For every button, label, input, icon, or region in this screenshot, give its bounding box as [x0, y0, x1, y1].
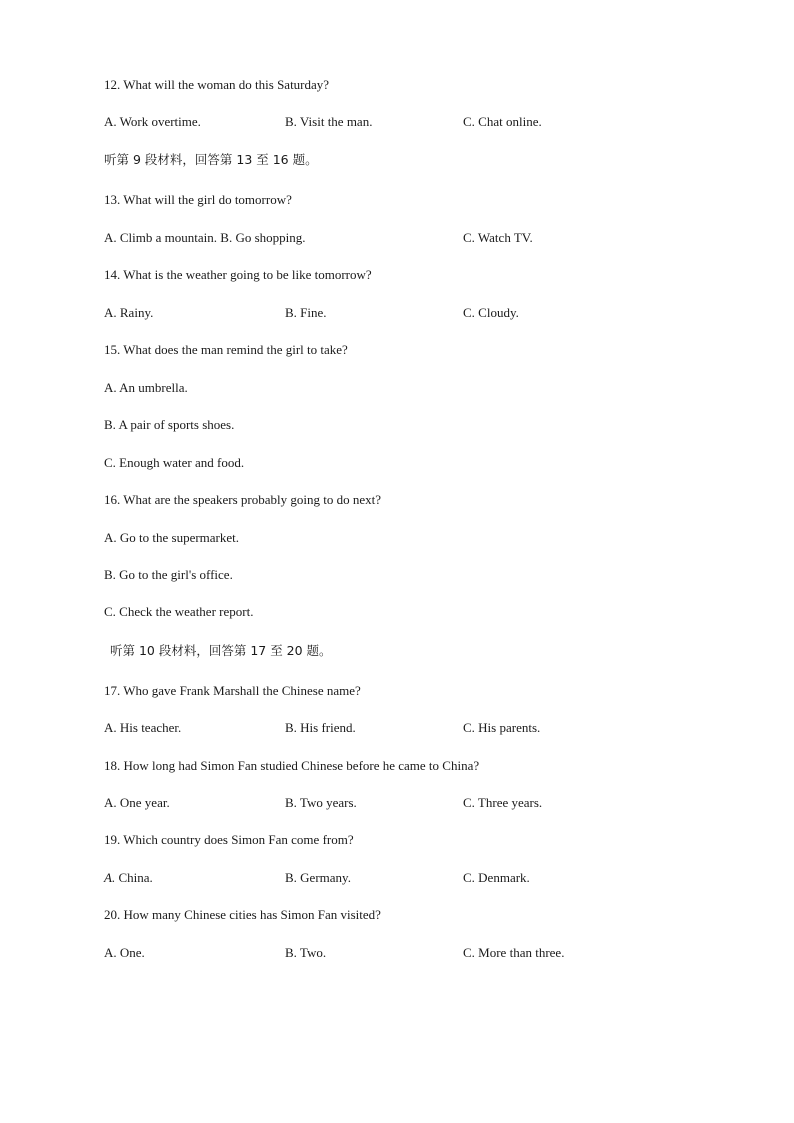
- question-12-options: [0, 114, 794, 130]
- section-heading-9: 听第 9 段材料，回答第 13 至 16 题。: [104, 152, 318, 167]
- option-text: China.: [115, 870, 153, 885]
- question-13-options: [0, 230, 794, 246]
- option-b: B. Visit the man.: [285, 114, 373, 129]
- question-15: 15. What does the man remind the girl to take?: [104, 342, 348, 357]
- option-b: B. Two.: [285, 945, 327, 960]
- option-letter: A.: [104, 870, 116, 885]
- question-16: 16. What are the speakers probably going to do next?: [104, 492, 382, 507]
- question-17: 17. Who gave Frank Marshall the Chinese name?: [104, 683, 361, 698]
- question-12: 12. What will the woman do this Saturday?: [104, 77, 330, 92]
- question-20-options: [0, 945, 794, 961]
- option-c: C. Watch TV.: [463, 230, 533, 245]
- option-a: A. His teacher.: [104, 720, 182, 735]
- question-19-options: [0, 870, 794, 886]
- question-14-options: [0, 305, 794, 321]
- option-a: A. An umbrella.: [104, 380, 188, 395]
- option-a: [104, 870, 153, 886]
- question-17-options: [0, 720, 794, 736]
- option-b: B. Germany.: [285, 870, 351, 885]
- option-c: C. Denmark.: [463, 870, 530, 885]
- option-a: A. One.: [104, 945, 145, 960]
- question-18-options: [0, 795, 794, 811]
- option-b: B. Fine.: [285, 305, 327, 320]
- option-b: B. Two years.: [285, 795, 357, 810]
- option-a: A. Work overtime.: [104, 114, 201, 129]
- question-14: 14. What is the weather going to be like tomorrow?: [104, 267, 372, 282]
- option-b: B. Go to the girl's office.: [104, 567, 233, 582]
- option-b: B. His friend.: [285, 720, 356, 735]
- question-18: 18. How long had Simon Fan studied Chinese before he came to China?: [104, 758, 480, 773]
- option-c: C. Chat online.: [463, 114, 542, 129]
- option-b: B. A pair of sports shoes.: [104, 417, 235, 432]
- option-c: C. Three years.: [463, 795, 543, 810]
- option-a: A. Rainy.: [104, 305, 154, 320]
- option-c: C. Check the weather report.: [104, 604, 254, 619]
- option-c: C. Enough water and food.: [104, 455, 245, 470]
- question-20: 20. How many Chinese cities has Simon Fan visited?: [104, 907, 381, 922]
- option-a: A. One year.: [104, 795, 170, 810]
- option-c: C. His parents.: [463, 720, 541, 735]
- section-heading-10: 听第 10 段材料，回答第 17 至 20 题。: [110, 643, 332, 658]
- option-a: A. Go to the supermarket.: [104, 530, 240, 545]
- option-c: C. More than three.: [463, 945, 565, 960]
- question-13: 13. What will the girl do tomorrow?: [104, 192, 292, 207]
- option-a-b: A. Climb a mountain. B. Go shopping.: [104, 230, 306, 245]
- option-c: C. Cloudy.: [463, 305, 519, 320]
- question-19: 19. Which country does Simon Fan come from?: [104, 832, 354, 847]
